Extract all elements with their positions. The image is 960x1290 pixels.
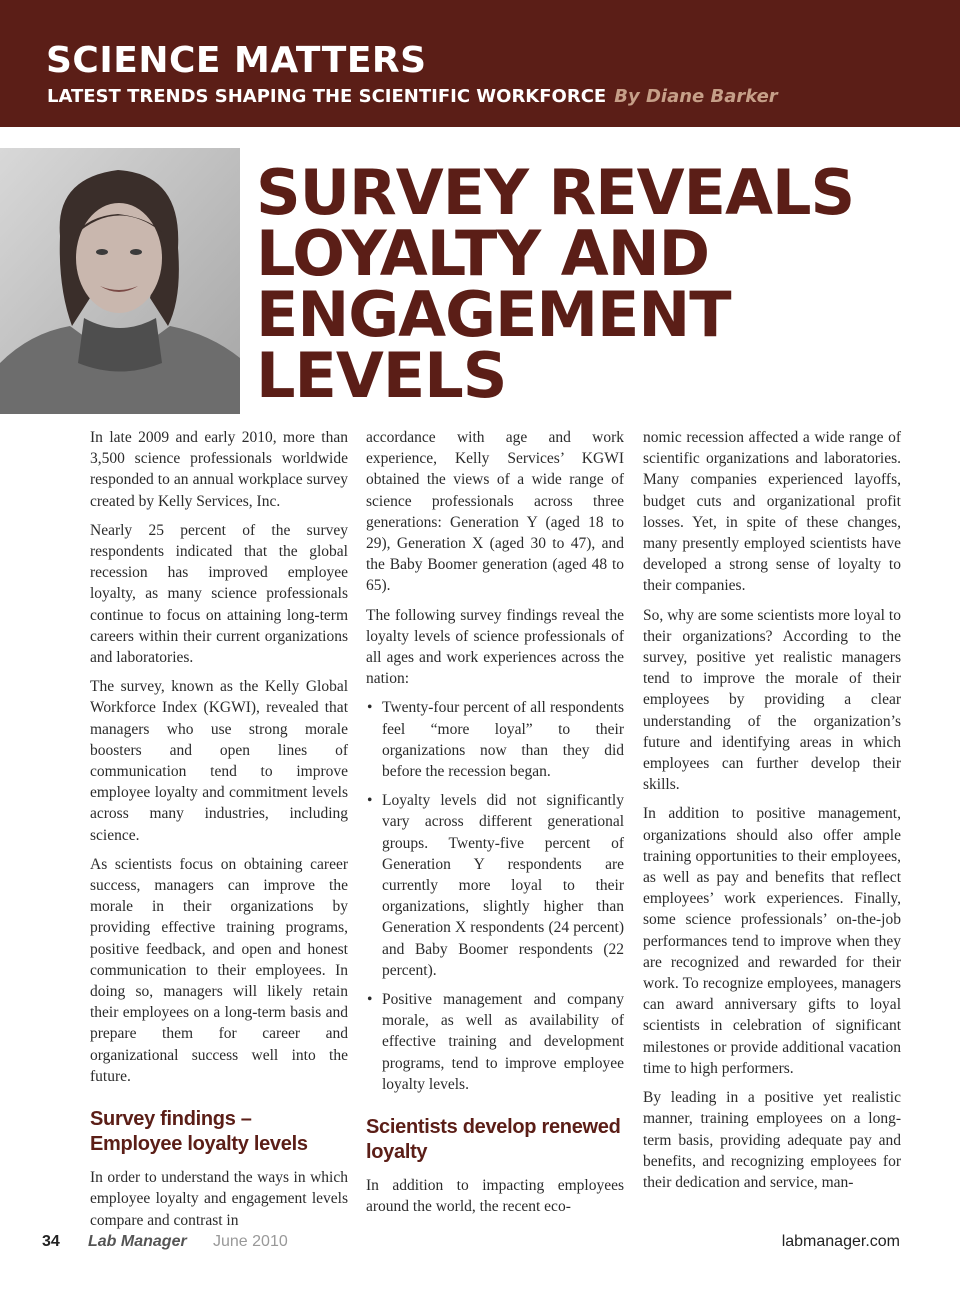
- issue-date: June 2010: [213, 1233, 288, 1250]
- body-paragraph: nomic recession affected a wide range of scientific organizations and laboratories. Many companies experienced layoffs, budget cuts and organizational profit losses. Yet, in spite of these changes, many presently employed scientists have developed a strong sense of loyalty to their companies.: [643, 429, 901, 595]
- headline-line: SURVEY REVEALS: [256, 156, 855, 229]
- subheading-renewed-loyalty: Scientists develop renewed loyalty: [366, 1116, 621, 1164]
- body-paragraph: In order to understand the ways in which employee loyalty and engagement levels compare and contrast in: [90, 1169, 348, 1229]
- subtitle-text: LATEST TRENDS SHAPING THE SCIENTIFIC WORKFORCE: [47, 86, 607, 107]
- body-paragraph: The survey, known as the Kelly Global Workforce Index (KGWI), revealed that managers who use strong morale boosters and open lines of communication tend to improve employee loyalty and commitment levels across many industries, including science.: [90, 678, 348, 844]
- body-paragraph: So, why are some scientists more loyal to their organizations? According to the survey, positive yet realistic managers tend to improve the morale of their employees by providing a clear understanding of the organization’s future and identifying areas in which employees can further develop their skills.: [643, 606, 901, 794]
- author-photo: [0, 148, 240, 414]
- article-column-2: [366, 427, 624, 1226]
- page-number: 34: [42, 1233, 60, 1250]
- headline-line: LOYALTY AND: [256, 217, 710, 290]
- article-column-1: [90, 427, 348, 1239]
- body-paragraph: In addition to positive management, organizations should also offer ample training opportunities to their employees, as well as pay and benefits that reflect employees’ work experiences. Finally, some science professionals’ on-the-job performances tend to improve when they are recognized and rewarded for their work. To recognize employees, managers can award anniversary gifts to loyal scientists in celebration of significant milestones or provide additional vacation time to high performers.: [643, 805, 901, 1077]
- body-paragraph: As scientists focus on obtaining career success, managers can improve the morale in their organizations by providing effective training programs, positive feedback, and open and honest communication to their employees. In doing so, managers will likely retain their employees on a long-term basis and prepare them for career and organizational success well into the future.: [90, 855, 348, 1085]
- body-paragraph: In addition to impacting employees around the world, the recent eco-: [366, 1177, 624, 1216]
- author-byline: By Diane Barker: [614, 86, 778, 107]
- website-link[interactable]: labmanager.com: [781, 1233, 900, 1250]
- header-banner: [0, 0, 960, 127]
- bullet-item: • Loyalty levels did not significantly vary across different generational groups. Twenty-five percent of Generation Y respondents are currently more loyal to their organizations, slightly higher than Generation X respondents (24 percent) and Baby Boomer respondents (22 percent).: [366, 790, 624, 981]
- headline-line: ENGAGEMENT: [256, 278, 731, 351]
- body-paragraph: By leading in a positive yet realistic manner, training employees on a long-term basis, providing adequate pay and benefits, and recognizing employees for their dedication and service, man-: [643, 1089, 901, 1191]
- bullet-item: • Positive management and company morale, as well as availability of effective training and development programs, tend to improve employee loyalty levels.: [366, 989, 624, 1095]
- body-paragraph: Nearly 25 percent of the survey respondents indicated that the global recession has improved employee loyalty, as many science professionals continue to focus on attaining long-term careers within their current organizations and laboratories.: [90, 521, 348, 667]
- body-paragraph: accordance with age and work experience, Kelly Services’ KGWI obtained the views of a wide range of science professionals across three generations: Generation Y (aged 18 to 29), Generation X (aged 30 to 47), and the Baby Boomer generation (aged 48 to 65).: [366, 429, 624, 595]
- subheading-survey-findings: Survey findings – Employee loyalty levels: [90, 1108, 308, 1156]
- body-paragraph: The following survey findings reveal the loyalty levels of science professionals of all ages and work experiences across the nation:: [366, 606, 624, 688]
- section-subtitle: [47, 86, 778, 107]
- bullet-item: • Twenty-four percent of all respondents feel “more loyal” to their organizations now than they did before the recession began.: [366, 697, 624, 782]
- body-paragraph: In late 2009 and early 2010, more than 3,500 science professionals worldwide responded to an annual workplace survey created by Kelly Services, Inc.: [90, 429, 348, 510]
- author-portrait-image: [0, 148, 240, 414]
- section-title: SCIENCE MATTERS: [46, 40, 427, 81]
- headline-line: LEVELS: [256, 339, 507, 412]
- article-column-3: [643, 427, 901, 1201]
- findings-bullet-list: [366, 697, 624, 1095]
- magazine-name: Lab Manager: [88, 1233, 187, 1250]
- page-footer: [0, 1230, 960, 1254]
- article-headline: [256, 156, 855, 412]
